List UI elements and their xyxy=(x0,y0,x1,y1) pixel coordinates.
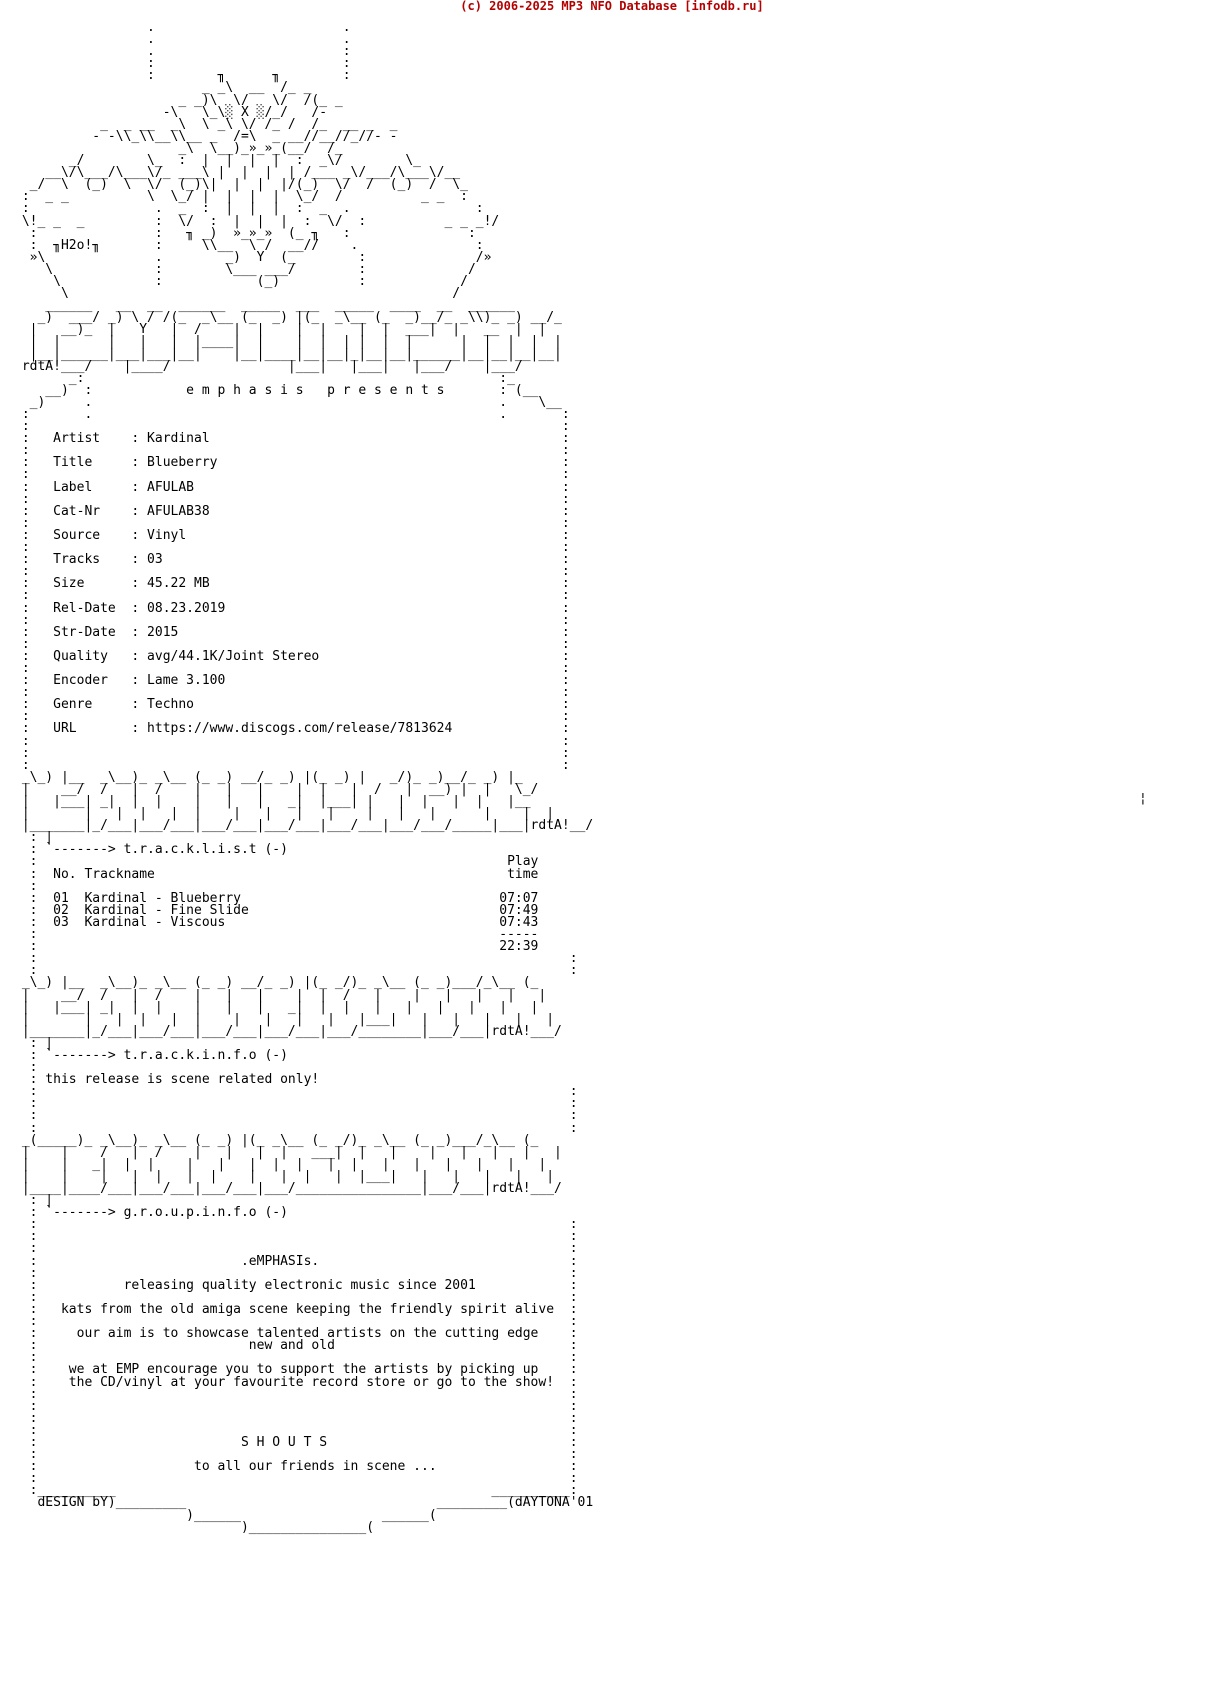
stray-mark: ¦ xyxy=(1139,791,1147,806)
nfo-text: . . . . . : : : : ╖ ╖ : _ _\ __ /_ _ _ _)\ \/ \/ /(_ _ -\ \_\░ X ░/_/ /- _ _ __ _\ \ _\ \/ /_ / /_ __ _ _ - -\\_\\__\\__ _ /=\ _ __//__//_//- - _\ \__)_»_»_(__/ /_ _/ \_ : | | | | : _\/ \_ __\/\___/\___\/_ ___\ | | | | /___ _\/___/\___\/__ _/ \ (_) \ \/ (_)\| | | |/(_) \/ / (_) / \_ : _ _ \ \_/ | | | | \_/ / _ _ : : . _ : | | | : _ . : \!_ _ _ : \/ : | | | : \/ : _ _ _!/ : : ╖ _) »_»_» (_ ╖ : : : ╖H2o!╖ : \\__ \ / __// . : »\ . _) Y (_ : /» \ : \___ ___/ : / \ : (_) : / \ / ______ __ __ ______ _____ ___ _____ ____ __ ______ _) ___/ _) \ / /(_ _\__ (_ _) |(_ _\__ (_ _)__/_ _\\)_ _) __/_ | __)_ | Y | / | | | | | | ___| | __ | | | | | | | |____| | | | | | | | | | | | | |__|______|___|___|__| |__|____|__|__|_|__|__|______|__|__|__|__| rdtA!___/ |____/ |___| |___| |___/ |___/ _: :_ __) : e m p h a s i s p r e s e n t s : (__ _) . . \__ : . . : : : : Artist : Kardinal : : : : Title : Blueberry : : : : Label : AFULAB : : : : Cat-Nr : AFULAB38 : : : : Source : Vinyl : : : : Tracks : 03 : : : : Size : 45.22 MB : : : : Rel-Date : 08.23.2019 : : : : Str-Date : 2015 : : : : Quality : avg/44.1K/Joint Stereo : : : : Encoder : Lame 3.100 : : : : Genre : Techno : : : : URL : https://www.discogs.com/release/7813624 : : : : : : : _\_) |__ _\__)_ _\__ (_ _) __/_ _) |(_ _) | _/)_ _)__/_ _) |_ | __/ / | / | | | | | | / | __) | | \_/ | |___| _| | | | | | _| |___| | | | | | |__ | | | | | | | | | | | | | | | | |_______|_/___|___/___|___/___|___/___|___/___|___/___/_____|___|rdtA!__/ : | : `-------> t.r.a.c.k.l.i.s.t (-) : Play : No. Trackname time : : 01 Kardinal - Blueberry 07:07 : 02 Kardinal - Fine Slide 07:49 : 03 Kardinal - Viscous 07:43 : ----- : 22:39 : : : : _\_) |__ _\__)_ _\__ (_ _) __/_ _) |(_ _/)_ _\__ (_ _)___/_\__ (_ | __/ / | / | | | | | / | | | | | | | |___| _| | | | | | _| | | | | | | | | | | | | | | | | | | |___| | | | | | |_______|_/___|___/___|___/___|___/___|___/________|___/___|rdtA!___/ : | : `-------> t.r.a.c.k.i.n.f.o (-) : : this release is scene related only! : : : : : : : : _(_____)_ _\__)_ _\__ (_ _) |(_ _\__ (_ _/)_ _\__ (_ _)___/_\__ (_ | | / | / | | | | ___| | | | | | | | | | _| | | | | | | | | | | | | | | | | | | | | | | | | | | |___| | | | | | |____|____/___|___/___|___/___|___/________________|___/___|rdtA!___/ : | : `-------> g.r.o.u.p.i.n.f.o (-) : : : : : : : .eMPHASIs. : : : : releasing quality electronic music since 2001 : : : : kats from the old amiga scene keeping the friendly spirit alive : : : : our aim is to showcase talented artists on the cutting edge : : new and old : : : : we at EMP encourage you to support the artists by picking up : : the CD/vinyl at your favourite record store or go to the show! : : : : : : : : : : S H O U T S : : : : to all our friends in scene ... : : : :__________ __________: dESIGN bY)_________ _________(dAYTONA'01 )______ ______( )_______________( xyxy=(21,20,594,1535)
site-header: (c) 2006-2025 MP3 NFO Database [infodb.ru] xyxy=(460,0,764,13)
